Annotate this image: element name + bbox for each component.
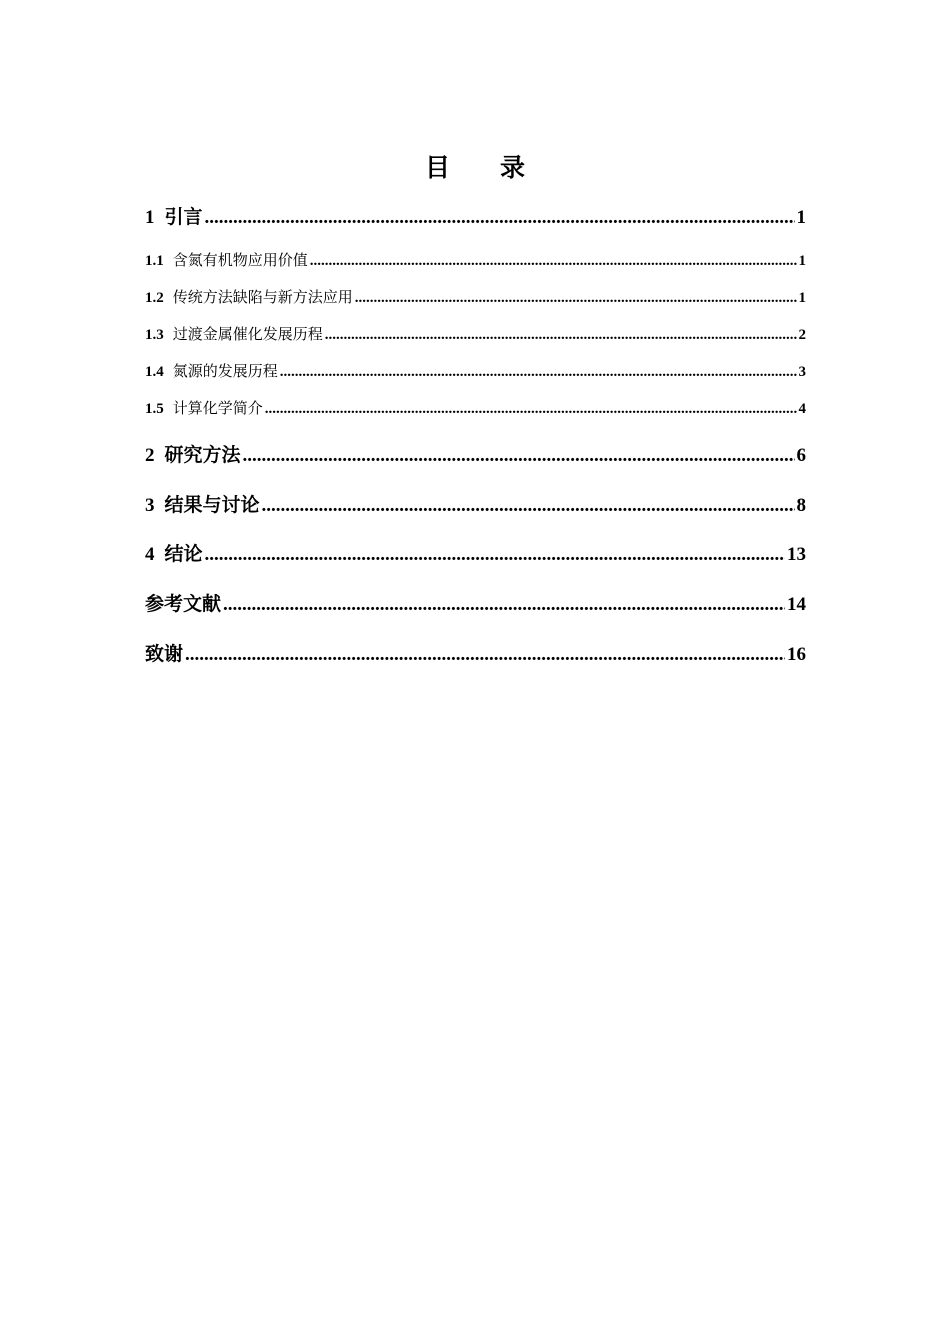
toc-entry-page: 16 (787, 644, 806, 665)
toc-entry-text: 氮源的发展历程 (172, 362, 278, 380)
toc-entry-1-2[interactable] (145, 286, 806, 307)
toc-entry-number: 1.3 (145, 327, 164, 343)
toc-entry-1-3[interactable] (145, 323, 806, 344)
toc-entry-page: 13 (787, 544, 806, 565)
dot-leader (205, 207, 795, 229)
toc-entry-number: 1.1 (145, 253, 164, 269)
dot-leader (355, 290, 797, 307)
toc-entry-results[interactable] (145, 490, 806, 517)
toc-entry-number: 4 (145, 544, 155, 565)
dot-leader (265, 401, 797, 418)
toc-entry-page: 1 (798, 253, 806, 269)
toc-entry-page: 14 (787, 594, 806, 615)
toc-entry-text: 研究方法 (164, 444, 241, 466)
page-title (0, 148, 950, 184)
toc-entry-number: 1.2 (145, 290, 164, 306)
dot-leader (262, 495, 795, 517)
toc-entry-text: 过渡金属催化发展历程 (172, 325, 323, 343)
toc-entry-introduction[interactable] (145, 202, 806, 229)
toc-entry-page: 3 (798, 364, 806, 380)
dot-leader (280, 364, 797, 381)
title-char-2: 录 (500, 153, 526, 182)
toc-entry-number: 1.4 (145, 364, 164, 380)
toc-entry-page: 8 (796, 495, 806, 516)
dot-leader (205, 544, 785, 566)
toc-entry-number: 3 (145, 495, 155, 516)
toc-entry-1-1[interactable] (145, 249, 806, 270)
toc-entry-page: 1 (798, 290, 806, 306)
toc-entry-text: 致谢 (145, 643, 184, 665)
dot-leader (243, 445, 795, 467)
toc-entry-page: 4 (798, 401, 806, 417)
dot-leader (325, 327, 797, 344)
toc-entry-text: 结论 (164, 543, 203, 565)
dot-leader (223, 594, 785, 616)
toc-entry-text: 引言 (164, 206, 203, 228)
toc-entry-conclusion[interactable] (145, 539, 806, 566)
toc-entry-page: 6 (796, 445, 806, 466)
toc-entry-number: 2 (145, 445, 155, 466)
toc-entry-text: 计算化学简介 (172, 399, 263, 417)
toc-entry-1-4[interactable] (145, 360, 806, 381)
toc-entry-text: 传统方法缺陷与新方法应用 (172, 288, 353, 306)
toc-entry-text: 结果与讨论 (164, 494, 260, 516)
dot-leader (310, 253, 797, 270)
toc-entry-text: 参考文献 (145, 593, 222, 615)
toc-entry-page: 1 (796, 207, 806, 228)
toc-entry-text: 含氮有机物应用价值 (172, 251, 308, 269)
dot-leader (185, 644, 785, 666)
title-char-1: 目 (424, 153, 450, 182)
toc-entry-number: 1 (145, 207, 155, 228)
toc-entry-page: 2 (798, 327, 806, 343)
toc-entry-methods[interactable] (145, 440, 806, 467)
toc-entry-number: 1.5 (145, 401, 164, 417)
toc-entry-1-5[interactable] (145, 397, 806, 418)
toc-entry-references[interactable] (145, 589, 806, 616)
toc-entry-acknowledgements[interactable] (145, 639, 806, 666)
